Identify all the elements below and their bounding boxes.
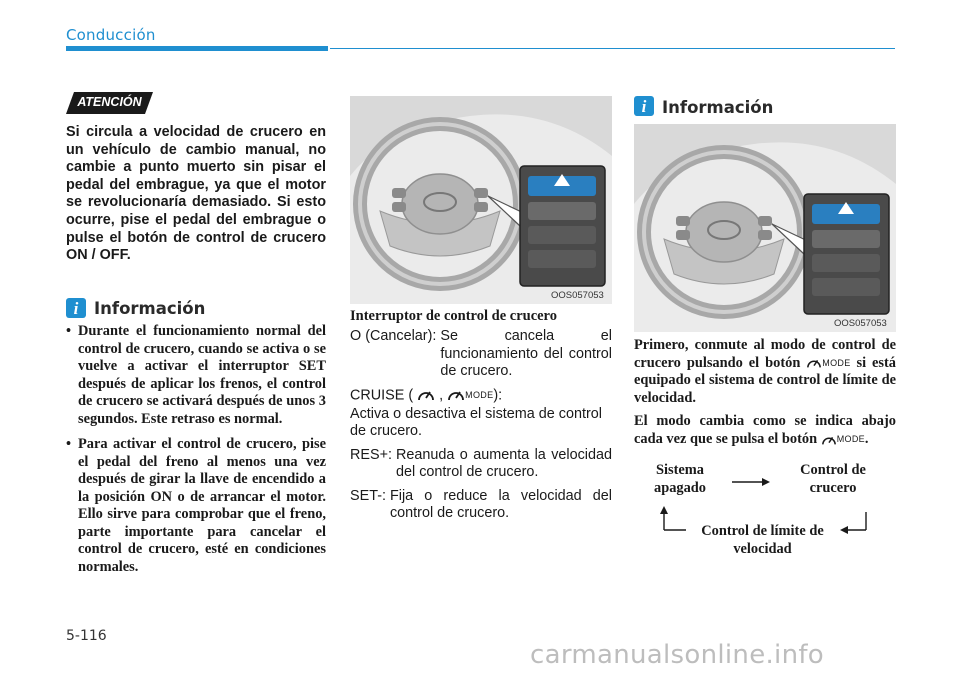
def-desc: Reanuda o aumenta la velocidad del control de crucero.: [396, 446, 612, 481]
figure-caption: OOS057053: [834, 318, 887, 329]
para1-end: si está equipado el sistema de control de límite de velocidad.: [634, 354, 896, 406]
steering-wheel-illustration: [634, 124, 896, 332]
def-set: [350, 488, 612, 523]
flow-node-line: velocidad: [733, 540, 792, 557]
steering-wheel-illustration: [350, 96, 612, 304]
flow-node-line: Control de: [800, 462, 866, 478]
info-title: Información: [94, 299, 206, 318]
def-cancel: [350, 328, 612, 381]
mode-label: MODE: [822, 357, 851, 368]
steering-wheel-figure: [350, 96, 612, 304]
flow-arrows: [634, 460, 896, 560]
def-term: SET-:: [350, 487, 386, 504]
cruise-mode-icon: [447, 387, 465, 403]
def-desc: Fija o reduce la velocidad del control de crucero.: [389, 487, 612, 522]
steering-wheel-figure: [634, 124, 896, 332]
flow-node-line: Sistema: [656, 462, 704, 478]
info-bullet-list: [66, 323, 326, 584]
info-bullet: • Durante el funcionamiento normal del control de crucero, cuando se activa o se vuelve a activar el interruptor SET después de aplicar los frenos, el control de crucero se activará después de unos 3 segundos. Este retraso es normal.: [66, 323, 326, 428]
arrow-up-icon: [660, 506, 686, 530]
para1-start: Primero, conmute al modo de control de crucero pulsando el botón: [634, 337, 896, 371]
mode-label: MODE: [836, 434, 865, 445]
cruise-close: ):: [493, 387, 503, 404]
cruise-mode-icon: [806, 356, 822, 370]
para2-end: .: [864, 431, 869, 448]
cruise-separator: ,: [439, 387, 444, 404]
flow-node-line: crucero: [809, 479, 857, 496]
page-number: 5-116: [66, 628, 107, 644]
section-title: Conducción: [66, 26, 156, 44]
info-paragraph: [634, 337, 896, 407]
warning-tag: [66, 92, 153, 114]
def-cruise: [350, 387, 612, 405]
flow-node-line: apagado: [654, 479, 706, 496]
figure-title: Interruptor de control de crucero: [350, 308, 557, 324]
cruise-icon: [417, 387, 435, 403]
def-term: O (Cancelar):: [350, 328, 437, 344]
switch-definitions: [350, 328, 612, 529]
info-right-text: [634, 337, 896, 455]
warning-tag-label: ATENCIÓN: [77, 95, 142, 109]
info-paragraph: [634, 413, 896, 448]
header-rule-thick: [66, 46, 328, 51]
para2-start: El modo cambia como se indica abajo cada vez que se pulsa el botón: [634, 413, 896, 448]
figure-caption: OOS057053: [551, 290, 604, 301]
warning-text: Si circula a velocidad de crucero en un vehículo de cambio manual, no cambie a punto muerto sin pisar el pedal del embrague, ya que el motor se revolucionaría demasiado. Si esto ocurre, pise el pedal del embrague o pulse el botón de control de crucero ON / OFF.: [66, 124, 326, 264]
info-icon: i: [66, 298, 86, 318]
arrow-right-icon: [732, 478, 770, 486]
watermark: carmanualsonline.info: [530, 640, 825, 670]
mode-label: MODE: [465, 389, 494, 400]
header-rule-thin: [330, 48, 895, 49]
arrow-left-icon: [840, 512, 866, 534]
cruise-open: (: [408, 387, 414, 404]
flow-node-line: Control de límite de: [701, 523, 824, 539]
info-bullet: • Para activar el control de crucero, pise el pedal del freno al menos una vez después de girar la llave de encendido a la posición ON o de arrancar el motor. Ello sirve para comprobar que el freno, parte importante para cancelar el control de crucero, esté en condiciones normales.: [66, 436, 326, 576]
cruise-mode-icon: [821, 433, 837, 447]
def-term: RES+:: [350, 446, 392, 463]
def-desc: Se cancela el funcionamiento del control de crucero.: [440, 328, 612, 379]
info-icon: i: [634, 96, 654, 116]
cruise-desc: Activa o desactiva el sistema de control de crucero.: [350, 405, 602, 440]
cruise-label: CRUISE: [350, 387, 405, 404]
def-res: [350, 447, 612, 482]
info-title: Información: [662, 98, 774, 117]
